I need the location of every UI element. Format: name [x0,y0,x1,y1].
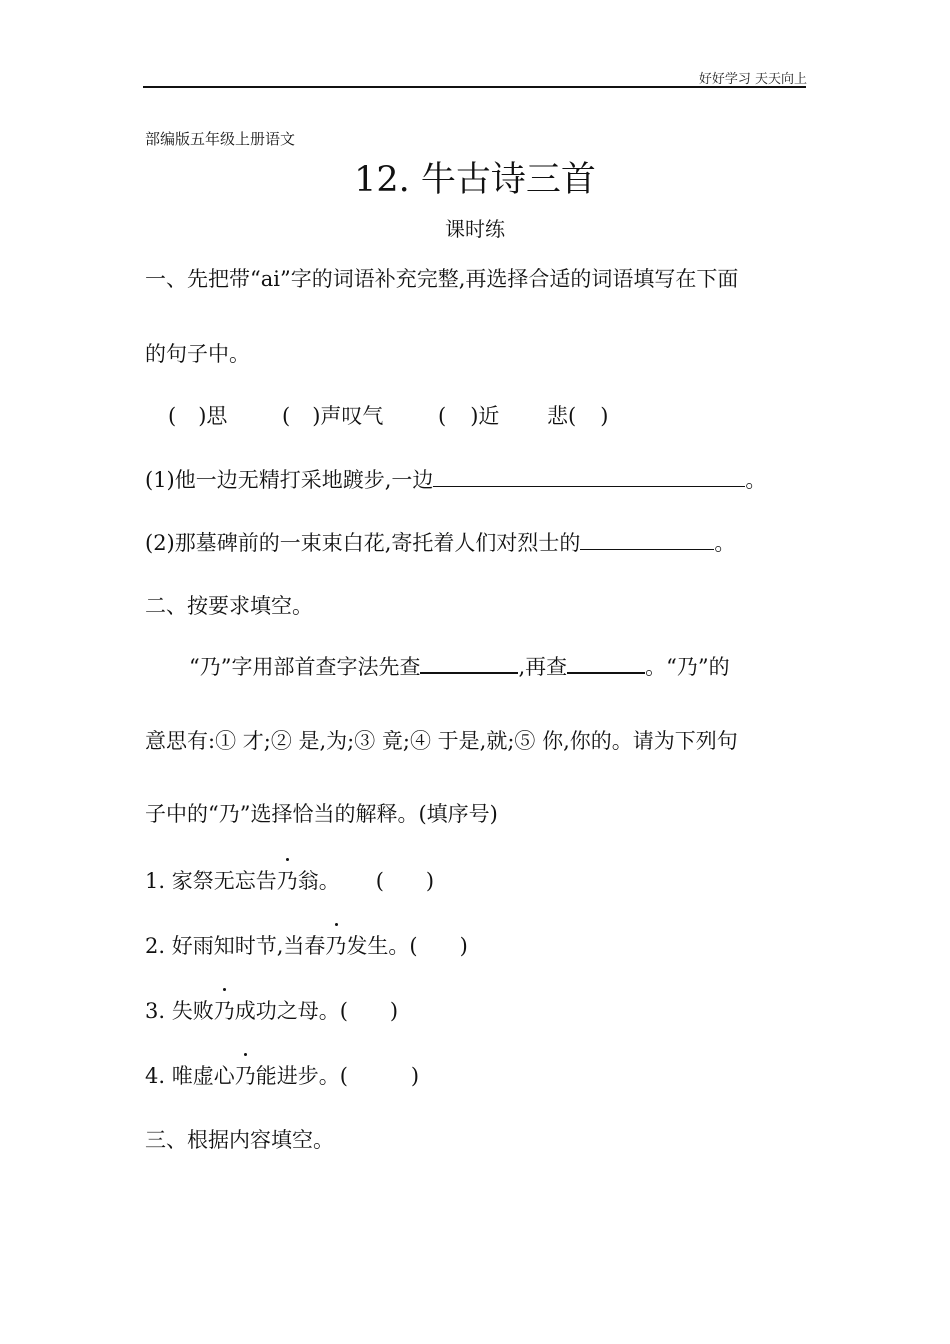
question-2-end: 。 [714,531,736,555]
sentence-text: 翁。 [297,869,340,893]
section1-instruction-line2: 的句子中。 [145,342,250,366]
para-text: “乃”字用部首查字法先查 [189,655,421,679]
emphasis-char: 乃 [235,1060,256,1090]
question-1-text: (1)他一边无精打采地踱步,一边 [145,468,434,492]
page-title: 12. 牛古诗三首 [354,160,596,200]
emphasis-char: 乃 [214,995,235,1025]
sentence-item-3 [145,995,398,1025]
question-2 [145,527,735,557]
sentence-item-1 [145,865,434,895]
word-fill-3 [438,400,499,430]
section2-paragraph-line2: 意思有:① 才;② 是,为;③ 竟;④ 于是,就;⑤ 你,你的。请为下列句 [145,729,738,753]
radical-blank[interactable] [420,651,518,674]
word-fill-open: ( [438,404,447,428]
section2-paragraph-line1 [189,651,730,681]
strokes-blank[interactable] [567,651,645,674]
header-motto: 好好学习 天天向上 [698,72,807,87]
answer-paren[interactable]: ( ) [339,999,399,1023]
question-2-text: (2)那墓碑前的一束束白花,寄托着人们对烈士的 [145,531,581,555]
word-fill-close: )思 [198,404,228,428]
sentence-text: 1. 家祭无忘告 [145,869,277,893]
word-fill-close: ) [600,404,609,428]
word-fill-1 [168,400,227,430]
sentence-text: 3. 失败 [145,999,214,1023]
header-divider [143,86,806,88]
section2-heading: 二、按要求填空。 [145,594,313,618]
sentence-text: 能进步。 [255,1064,340,1088]
section2-paragraph-line3: 子中的“乃”选择恰当的解释。(填序号) [145,802,498,826]
word-fill-open: ( [168,404,177,428]
para-text: ,再查 [518,655,568,679]
answer-paren[interactable]: ( ) [375,869,435,893]
sentence-text: 4. 唯虚心 [145,1064,235,1088]
answer-paren[interactable]: ( ) [339,1064,420,1088]
sentence-text: 发生。 [346,934,410,958]
sentence-item-2 [145,930,468,960]
word-fill-2 [282,400,383,430]
word-fill-open: 悲( [547,404,577,428]
emphasis-char: 乃 [325,930,346,960]
word-fill-4 [547,400,608,430]
word-fill-close: )近 [470,404,500,428]
section1-instruction-line1: 一、先把带“ai”字的词语补充完整,再选择合适的词语填写在下面 [145,267,739,291]
subject-label: 部编版五年级上册语文 [145,130,296,148]
para-text: 。“乃”的 [645,655,730,679]
word-fill-open: ( [282,404,291,428]
answer-paren[interactable]: ( ) [409,934,468,958]
page-subtitle: 课时练 [445,217,505,241]
answer-blank[interactable] [433,465,745,487]
question-1 [145,464,766,494]
section3-heading: 三、根据内容填空。 [145,1128,334,1152]
word-fill-close: )声叹气 [312,404,384,428]
emphasis-char: 乃 [277,865,298,895]
sentence-item-4 [145,1060,419,1090]
sentence-text: 成功之母。 [234,999,340,1023]
answer-blank[interactable] [580,528,714,550]
question-1-end: 。 [745,468,767,492]
sentence-text: 2. 好雨知时节,当春 [145,934,326,958]
